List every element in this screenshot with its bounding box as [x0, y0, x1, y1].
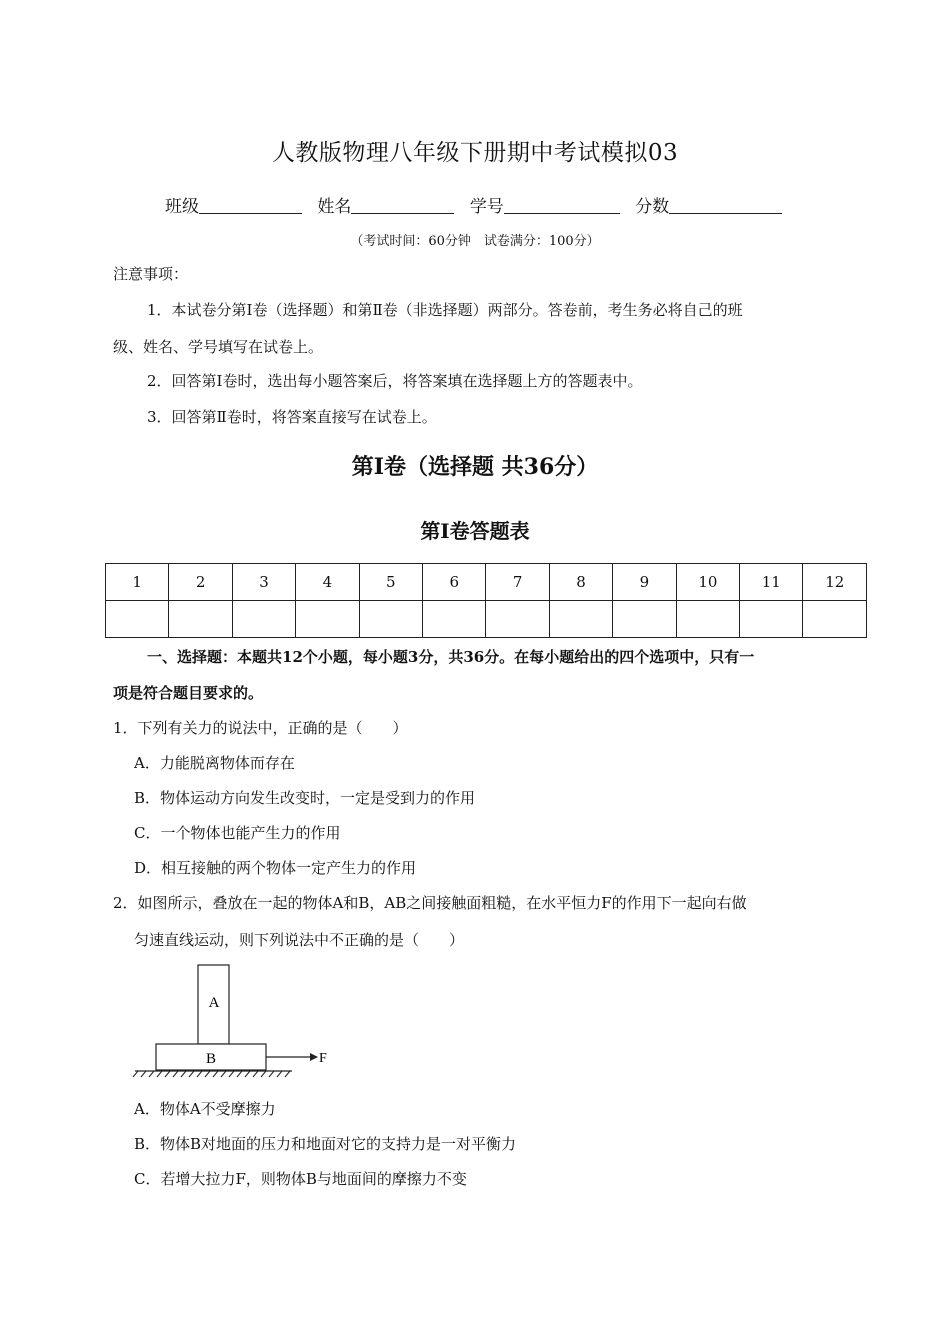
name-blank[interactable] [351, 195, 454, 214]
name-label: 姓名 [317, 197, 352, 217]
answer-table [105, 563, 867, 638]
q2-option-a[interactable]: A．物体A不受摩擦力 [134, 1100, 276, 1118]
answer-cell[interactable] [423, 601, 486, 638]
q1-stem: 1．下列有关力的说法中，正确的是（ ） [113, 719, 408, 737]
exam-meta: （考试时间：60分钟 试卷满分：100分） [350, 234, 600, 249]
q1-option-a[interactable]: A．力能脱离物体而存在 [134, 754, 295, 772]
answer-cell[interactable] [169, 601, 232, 638]
q2-option-b[interactable]: B．物体B对地面的压力和地面对它的支持力是一对平衡力 [134, 1135, 517, 1153]
answer-table-header: 6 [423, 564, 486, 601]
answer-cell[interactable] [296, 601, 359, 638]
answer-table-header: 5 [359, 564, 422, 601]
section-title: 第Ⅰ卷（选择题 共36分） [351, 454, 599, 480]
q1-option-b[interactable]: B．物体运动方向发生改变时，一定是受到力的作用 [134, 789, 476, 807]
instructions-line-2: 项是符合题目要求的。 [113, 684, 264, 702]
note-item-1-cont: 级、姓名、学号填写在试卷上。 [113, 338, 324, 356]
force-arrow-head [310, 1053, 318, 1061]
answer-table-answer-row [106, 601, 867, 638]
answer-table-header: 9 [613, 564, 676, 601]
q2-stem-line-1: 2．如图所示，叠放在一起的物体A和B，AB之间接触面粗糙，在水平恒力F的作用下一起向右做 [113, 894, 747, 912]
answer-table-header: 4 [296, 564, 359, 601]
ground-hatching [133, 1071, 290, 1077]
id-label: 学号 [469, 197, 504, 217]
answer-table-header: 10 [676, 564, 739, 601]
answer-table-header: 8 [549, 564, 612, 601]
answer-table-header: 1 [106, 564, 169, 601]
answer-table-header: 11 [740, 564, 803, 601]
note-item-3: 3．回答第Ⅱ卷时，将答案直接写在试卷上。 [147, 408, 437, 426]
answer-cell[interactable] [549, 601, 612, 638]
q2-stem-line-2: 匀速直线运动，则下列说法中不正确的是（ ） [134, 931, 465, 949]
answer-table-header-row [106, 564, 867, 601]
student-info-row [165, 192, 792, 217]
answer-cell[interactable] [740, 601, 803, 638]
class-blank[interactable] [199, 195, 302, 214]
answer-table-header: 3 [232, 564, 295, 601]
answer-table-header: 2 [169, 564, 232, 601]
answer-cell[interactable] [232, 601, 295, 638]
force-label: F [319, 1051, 327, 1066]
q2-option-c[interactable]: C．若增大拉力F，则物体B与地面间的摩擦力不变 [134, 1170, 467, 1188]
answer-cell[interactable] [106, 601, 169, 638]
answer-cell[interactable] [803, 601, 867, 638]
answer-cell[interactable] [486, 601, 549, 638]
answer-cell[interactable] [613, 601, 676, 638]
answer-cell[interactable] [676, 601, 739, 638]
answer-table-header: 12 [803, 564, 867, 601]
score-blank[interactable] [669, 195, 782, 214]
q1-option-c[interactable]: C．一个物体也能产生力的作用 [134, 824, 341, 842]
note-item-1: 1．本试卷分第Ⅰ卷（选择题）和第Ⅱ卷（非选择题）两部分。答卷前，考生务必将自己的班 [147, 301, 743, 319]
answer-table-title: 第Ⅰ卷答题表 [420, 519, 530, 543]
q2-figure-blocks [130, 958, 340, 1083]
block-a-label: A [208, 995, 220, 1011]
exam-title: 人教版物理八年级下册期中考试模拟03 [271, 140, 679, 166]
class-label: 班级 [165, 197, 199, 217]
note-item-2: 2．回答第Ⅰ卷时，选出每小题答案后，将答案填在选择题上方的答题表中。 [147, 372, 643, 390]
answer-cell[interactable] [359, 601, 422, 638]
answer-table-header: 7 [486, 564, 549, 601]
q1-option-d[interactable]: D．相互接触的两个物体一定产生力的作用 [134, 859, 417, 877]
notes-heading: 注意事项： [113, 265, 189, 283]
instructions-line-1: 一、选择题：本题共12个小题，每小题3分，共36分。在每小题给出的四个选项中，只有一 [147, 648, 755, 666]
block-b-label: B [205, 1051, 217, 1067]
id-blank[interactable] [504, 195, 620, 214]
score-label: 分数 [635, 197, 670, 217]
